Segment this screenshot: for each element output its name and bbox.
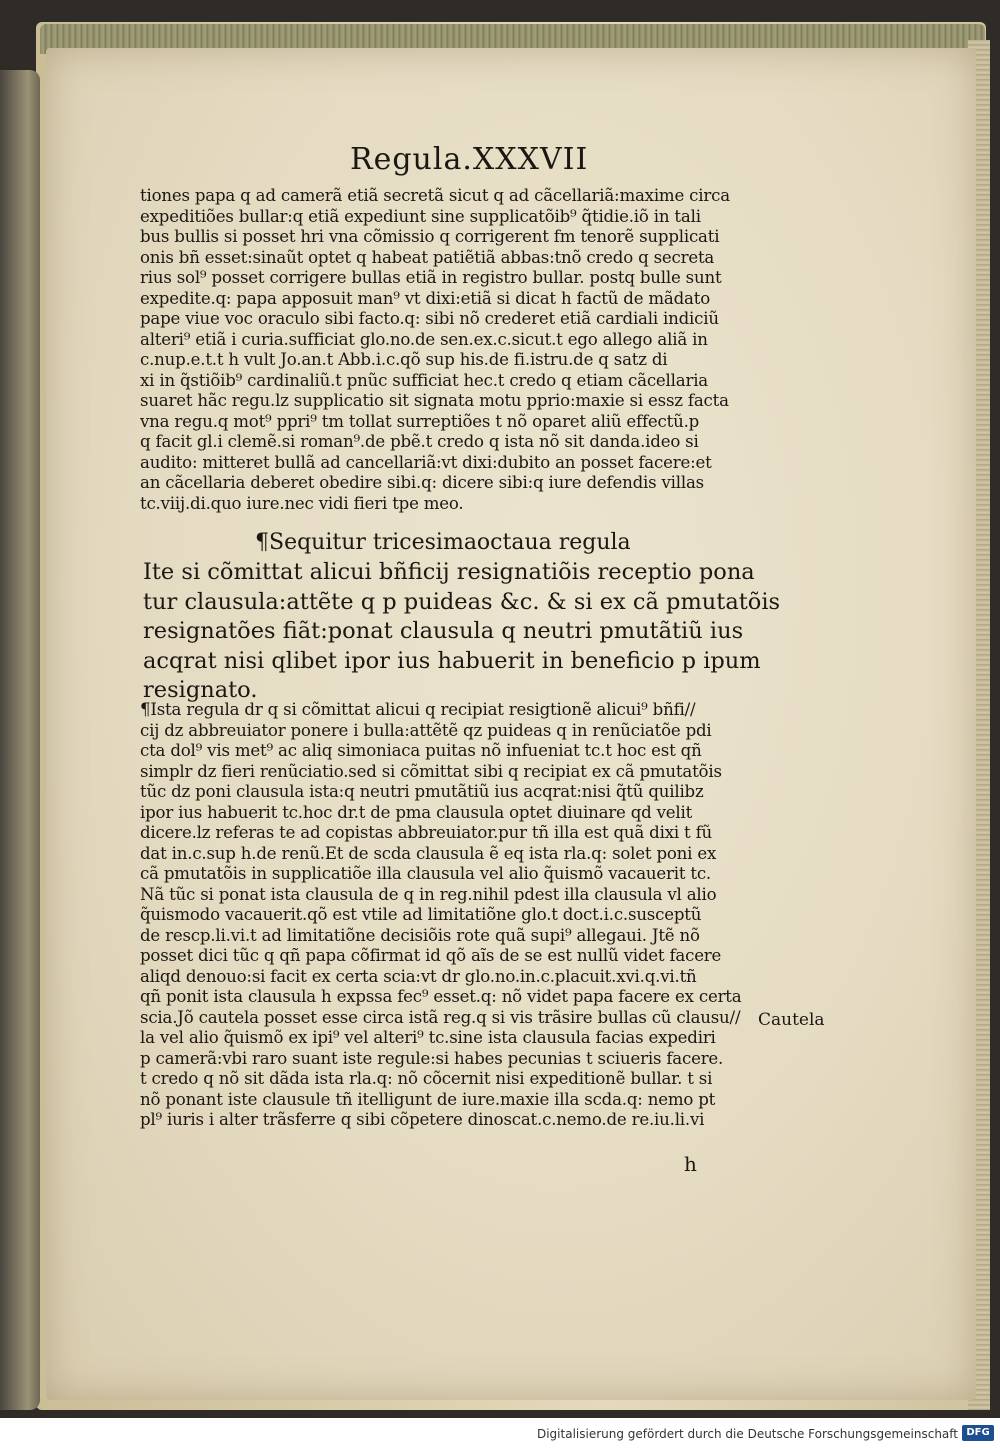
text-line: an cãcellaria deberet obedire sibi.q: dicere sibi:q iure defendis villas	[140, 473, 704, 492]
text-line: audito: mitteret bullã ad cancellariã:vt dixi:dubito an posset facere:et	[140, 452, 712, 472]
rule-text	[143, 558, 780, 706]
rule-line: tur clausula:attẽte q p puideas &c. & si ex cã pmutatõis	[143, 588, 781, 615]
text-line: pl⁹ iuris i alter trãsferre q sibi cõpetere dinoscat.c.nemo.de re.iu.li.vi	[140, 1110, 705, 1129]
footer-credit: Digitalisierung gefördert durch die Deutsche Forschungsgemeinschaft	[536, 1427, 958, 1441]
margin-note: Cautela	[758, 1010, 825, 1030]
text-line: c.nup.e.t.t h vult Jo.an.t Abb.i.c.qõ sup his.de fi.istru.de q satz di	[140, 350, 668, 369]
text-line: rius sol⁹ posset corrigere bullas etiã in registro bullar. postq bulle sunt	[140, 268, 722, 287]
text-line: alteri⁹ etiã i curia.sufficiat glo.no.de sen.ex.c.sicut.t ego allego aliã in	[140, 329, 708, 349]
paragraph-commentary-2	[140, 700, 741, 1131]
text-line: simplr dz fieri renũciatio.sed si cõmittat sibi q recipiat ex cã pmutatõis	[140, 761, 722, 781]
text-line: posset dici tũc q qñ papa cõfirmat id qõ aĩs de se est nullũ videt facere	[140, 946, 722, 965]
text-line: bus bullis si posset hri vna cõmissio q corrigerent fm tenorẽ supplicati	[140, 227, 720, 246]
text-line: p camerã:vbi raro suant iste regule:si habes pecunias t sciueris facere.	[140, 1048, 724, 1068]
text-line: dat in.c.sup h.de renũ.Et de scda clausula ẽ eq ista rla.q: solet poni ex	[140, 843, 717, 863]
text-line: cã pmutatõis in supplicatiõe illa clausula vel alio q̃uismõ vacauerit tc.	[140, 864, 712, 883]
page-heading: Regula.XXXVII	[350, 142, 589, 177]
text-line: Nã tũc si ponat ista clausula de q in reg.nihil pdest illa clausula vl alio	[140, 884, 717, 904]
text-line: t credo q nõ sit dãda ista rla.q: nõ cõcernit nisi expeditionẽ bullar. t si	[140, 1069, 713, 1088]
text-line: xi in q̃stiõib⁹ cardinaliũ.t pnũc sufficiat hec.t credo q etiam cãcellaria	[140, 370, 708, 390]
text-line: dicere.lz referas te ad copistas abbreuiator.pur tñ illa est quã dixi t fũ	[140, 823, 713, 842]
text-line: qñ ponit ista clausula h expssa fec⁹ esset.q: nõ videt papa facere ex certa	[140, 987, 742, 1006]
text-line: onis bñ esset:sinaũt optet q habeat patiẽtiã abbas:tnõ credo q secreta	[140, 247, 715, 267]
text-line: expedite.q: papa apposuit man⁹ vt dixi:etiã si dicat h factũ de mãdato	[140, 288, 710, 308]
text-line: scia.Jõ cautela posset esse circa istã reg.q si vis trãsire bullas cũ clausu//	[140, 1007, 741, 1027]
footer-bar	[0, 1418, 1000, 1450]
text-line: q̃uismodo vacauerit.qõ est vtile ad limitatiõne glo.t doct.i.c.susceptũ	[140, 905, 702, 924]
text-line: ipor ius habuerit tc.hoc dr.t de pma clausula optet diuinare qd velit	[140, 802, 693, 822]
text-line: ¶Ista regula dr q si cõmittat alicui q recipiat resigtionẽ alicui⁹ bñfi//	[140, 700, 696, 719]
text-line: pape viue voc oraculo sibi facto.q: sibi nõ crederet etiã cardiali indiciũ	[140, 309, 719, 328]
text-line: cta dol⁹ vis met⁹ ac aliq simoniaca puitas nõ infueniat tc.t hoc est qñ	[140, 741, 702, 760]
text-line: suaret hãc regu.lz supplicatio sit signata motu pprio:maxie si essz facta	[140, 391, 729, 410]
text-line: tiones papa q ad camerã etiã secretã sicut q ad cãcellariã:maxime circa	[140, 186, 730, 205]
text-line: nõ ponant iste clausule tñ itelligunt de iure.maxie illa scda.q: nemo pt	[140, 1089, 716, 1109]
rule-line: Ite si cõmittat alicui bñficij resignatiõis receptio pona	[143, 559, 755, 585]
text-line: expeditiões bullar:q etiã expediunt sine supplicatõib⁹ q̃tidie.iõ in tali	[140, 206, 701, 226]
rule-line: resignato.	[143, 677, 258, 703]
section-title: ¶Sequitur tricesimaoctaua regula	[255, 530, 631, 555]
dfg-logo: DFG	[962, 1425, 994, 1441]
rule-line: resignatões fiãt:ponat clausula q neutri pmutãtiũ ius	[143, 618, 744, 644]
left-page-edge	[0, 70, 40, 1410]
paragraph-commentary-1	[140, 186, 730, 514]
text-line: de rescp.li.vi.t ad limitatiõne decisiõis rote quã supi⁹ allegaui. Jtẽ nõ	[140, 925, 700, 945]
text-line: la vel alio q̃uismõ ex ipi⁹ vel alteri⁹ tc.sine ista clausula facias expediri	[140, 1028, 716, 1047]
text-line: tũc dz poni clausula ista:q neutri pmutãtiũ ius acqrat:nisi q̃tũ quilibz	[140, 782, 704, 801]
page-signature: h	[684, 1152, 697, 1176]
rule-line: acqrat nisi qlibet ipor ius habuerit in beneficio p ipum	[143, 647, 761, 674]
text-line: vna regu.q mot⁹ ppri⁹ tm tollat surreptiões t nõ oparet aliũ effectũ.p	[140, 411, 700, 431]
text-line: aliqd denouo:si facit ex certa scia:vt dr glo.no.in.c.placuit.xvi.q.vi.tñ	[140, 966, 697, 986]
text-line: tc.viij.di.quo iure.nec vidi fieri tpe meo.	[140, 493, 464, 513]
text-line: cij dz abbreuiator ponere i bulla:attẽtẽ qz puideas q in renũciatõe pdi	[140, 720, 712, 740]
text-line: q facit gl.i clemẽ.si roman⁹.de pbẽ.t credo q ista nõ sit danda.ideo si	[140, 432, 699, 451]
